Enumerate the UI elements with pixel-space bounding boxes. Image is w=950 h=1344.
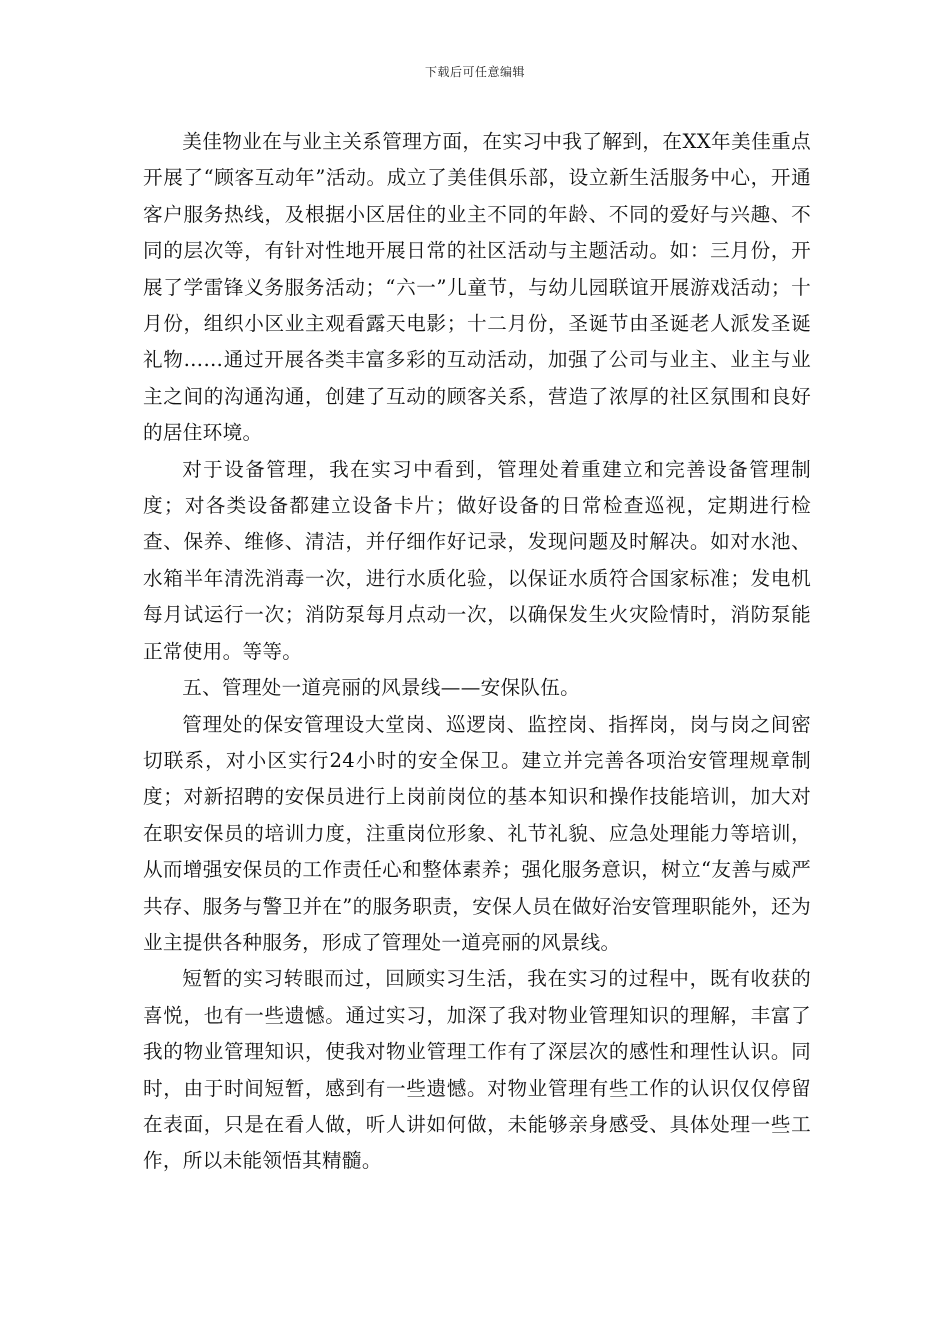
- document-body: [143, 124, 811, 1180]
- paragraph-owner-relations: 美佳物业在与业主关系管理方面，在实习中我了解到，在XX年美佳重点开展了“顾客互动年”活动。成立了美佳俱乐部，设立新生活服务中心，开通客户服务热线，及根据小区居住的业主不同的年龄、不同的爱好与兴趣、不同的层次等，有针对性地开展日常的社区活动与主题活动。如：三月份，开展了学雷锋义务服务活动；“六一”儿童节，与幼儿园联谊开展游戏活动；十月份，组织小区业主观看露天电影；十二月份，圣诞节由圣诞老人派发圣诞礼物……通过开展各类丰富多彩的互动活动，加强了公司与业主、业主与业主之间的沟通沟通，创建了互动的顾客关系，营造了浓厚的社区氛围和良好的居住环境。: [143, 130, 811, 445]
- paragraph-security-team: 管理处的保安管理设大堂岗、巡逻岗、监控岗、指挥岗，岗与岗之间密切联系，对小区实行24小时的安全保卫。建立并完善各项治安管理规章制度；对新招聘的安保员进行上岗前岗位的基本知识和操作技能培训，加大对在职安保员的培训力度，注重岗位形象、礼节礼貌、应急处理能力等培训，从而增强安保员的工作责任心和整体素养；强化服务意识，树立“友善与威严共存、服务与警卫并在”的服务职责，安保人员在做好治安管理职能外，还为业主提供各种服务，形成了管理处一道亮丽的风景线。: [143, 712, 811, 954]
- section-heading-security: 五、管理处一道亮丽的风景线——安保队伍。: [182, 676, 581, 700]
- paragraph-conclusion: 短暂的实习转眼而过，回顾实习生活，我在实习的过程中，既有收获的喜悦，也有一些遗憾。通过实习，加深了我对物业管理知识的理解，丰富了我的物业管理知识，使我对物业管理工作有了深层次的感性和理性认识。同时，由于时间短暂，感到有一些遗憾。对物业管理有些工作的认识仅仅停留在表面，只是在看人做，听人讲如何做，未能够亲身感受、具体处理一些工作，所以未能领悟其精髓。: [143, 967, 811, 1173]
- page-header: 下载后可任意编辑: [424, 65, 525, 79]
- paragraph-equipment-management: 对于设备管理，我在实习中看到，管理处着重建立和完善设备管理制度；对各类设备都建立设备卡片；做好设备的日常检查巡视，定期进行检查、保养、维修、清洁，并仔细作好记录，发现问题及时解决。如对水池、水箱半年清洗消毒一次，进行水质化验，以保证水质符合国家标准；发电机每月试运行一次；消防泵每月点动一次，以确保发生火灾险情时，消防泵能正常使用。等等。: [143, 457, 811, 663]
